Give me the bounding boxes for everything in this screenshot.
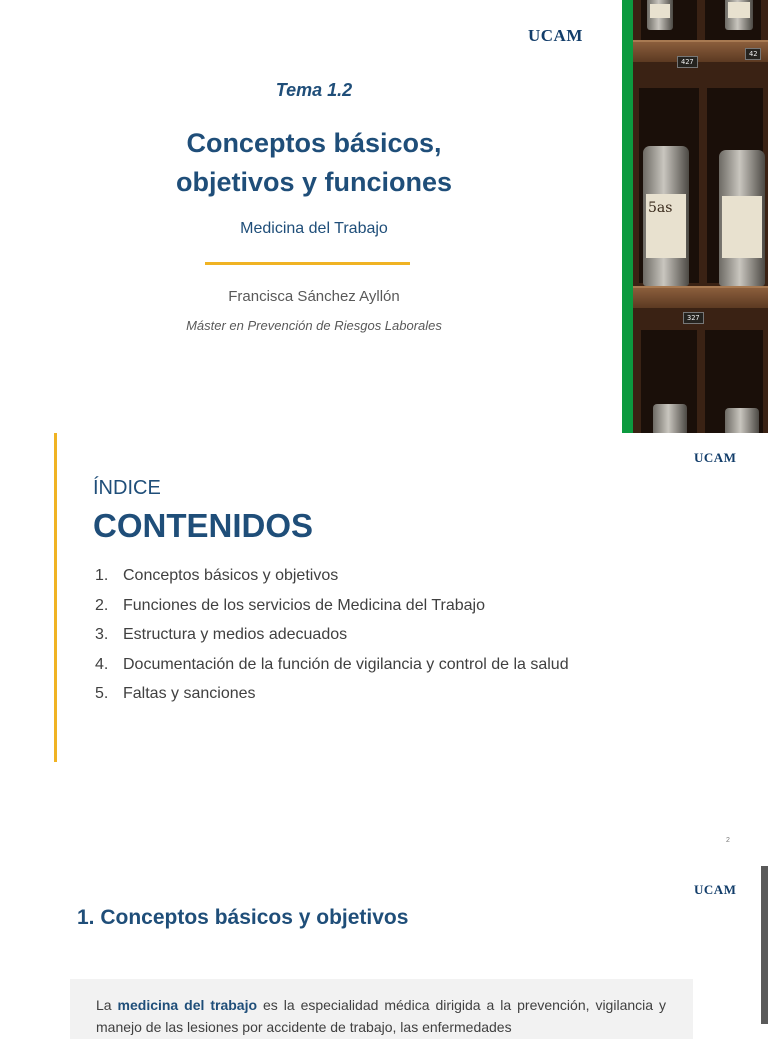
wooden-shelf [633, 286, 768, 308]
gold-divider [205, 262, 410, 265]
contents-item [95, 561, 569, 591]
topic-label: Tema 1.2 [275, 80, 353, 100]
title-line-2: objetivos y funciones [175, 167, 453, 197]
contents-item [95, 620, 569, 650]
item-number: 3. [95, 626, 109, 643]
bottle-lid [725, 408, 759, 436]
bottle-label: 5as [646, 194, 686, 258]
pharmacy-shelf-photo [633, 0, 768, 433]
shelf-tag: 42 [745, 48, 761, 60]
bottle [725, 0, 753, 30]
slide-title [0, 124, 628, 202]
item-label: Faltas y sanciones [123, 685, 256, 702]
green-accent-bar [622, 0, 633, 433]
item-number: 4. [95, 655, 109, 673]
index-slide [0, 433, 768, 853]
item-number: 5. [95, 685, 109, 702]
author-name: Francisca Sánchez Ayllón [228, 288, 400, 305]
section-slide [0, 853, 768, 1035]
bottle [643, 146, 689, 286]
item-number: 2. [95, 596, 109, 614]
bottle [647, 0, 673, 30]
paragraph-prefix: La [96, 997, 118, 1013]
index-kicker: ÍNDICE [93, 477, 161, 499]
item-label: Funciones de los servicios de Medicina del Trabajo [123, 596, 485, 614]
definition-paragraph [96, 994, 666, 1038]
section-title: 1. Conceptos básicos y objetivos [77, 906, 409, 929]
definition-box [70, 979, 693, 1039]
paragraph-text: es la especialidad médica dirigida a la prevención, vigilancia y manejo de las lesiones por accidente de trabajo, las enfermedades [96, 997, 666, 1035]
title-slide [0, 0, 768, 433]
item-label: Documentación de la función de vigilancia y control de la salud [123, 655, 569, 673]
item-label: Estructura y medios adecuados [123, 626, 348, 643]
contents-item [95, 679, 569, 709]
page-number: 2 [726, 837, 730, 844]
item-number: 1. [95, 567, 109, 584]
bottle-lid [653, 404, 687, 436]
gold-accent-bar [54, 433, 57, 762]
ucam-logo: UCAM [694, 882, 737, 897]
item-label: Conceptos básicos y objetivos [123, 567, 339, 584]
ucam-logo: UCAM [528, 26, 583, 45]
subject-subtitle: Medicina del Trabajo [240, 220, 388, 237]
ucam-logo: UCAM [694, 450, 737, 465]
bottle [719, 150, 765, 286]
contents-list [95, 561, 569, 709]
shelf-tag: 427 [677, 56, 698, 68]
contents-item [95, 591, 569, 621]
photo-edge-strip [761, 866, 768, 1024]
shelf-tag: 327 [683, 312, 704, 324]
highlighted-term: medicina del trabajo [117, 997, 258, 1013]
title-line-1: Conceptos básicos, [186, 128, 442, 158]
contents-heading: CONTENIDOS [93, 507, 314, 544]
contents-item [95, 650, 569, 680]
program-name: Máster en Prevención de Riesgos Laborales [186, 318, 442, 333]
